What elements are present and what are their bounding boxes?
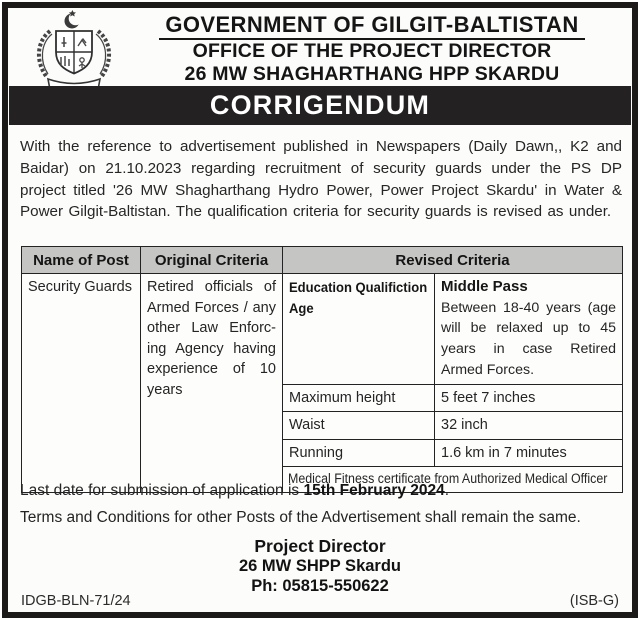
header-name-of-post: Name of Post	[22, 247, 141, 274]
terms-line: Terms and Conditions for other Posts of the Advertisement shall remain the same.	[20, 509, 581, 526]
quartered-shield	[56, 31, 92, 74]
last-date-prefix: Last date for submission of application is	[20, 482, 304, 499]
advert-reference-code: IDGB-BLN-71/24	[21, 593, 131, 609]
intro-paragraph: With the reference to advertisement published in Newspapers (Daily Dawn,, K2 and Baidar) on 21.10.2023 regarding recruitment of security guards under the PS DP project titled '26 MW Shagharthang Hydro Power, Power Project Skardu' in Water & Power Gilgit-Baltistan. The qualification criteria for security guards is revised as under.	[20, 138, 622, 221]
cell-revised-values	[435, 274, 623, 385]
emblem-crest-icon	[26, 10, 122, 94]
signature-block	[8, 537, 632, 596]
signatory-office: 26 MW SHPP Skardu	[239, 557, 401, 575]
value-waist: 32 inch	[435, 412, 623, 440]
criteria-table-wrap	[21, 246, 623, 493]
gilgit-baltistan-emblem	[26, 10, 122, 94]
signatory-phone: Ph: 05815-550622	[251, 577, 389, 595]
last-date-line	[20, 482, 449, 500]
value-age: Between 18-40 years (age will be relaxed up to 45 years in case Retired Armed Forces.	[441, 299, 617, 378]
header-revised-criteria: Revised Criteria	[283, 247, 623, 274]
corrigendum-banner-title: CORRIGENDUM	[209, 90, 431, 120]
region-code: (ISB-G)	[569, 593, 619, 609]
signatory-title: Project Director	[254, 536, 386, 556]
letterhead	[120, 13, 624, 85]
label-running: Running	[283, 439, 435, 467]
last-date-suffix: .	[444, 482, 450, 499]
office-title: OFFICE OF THE PROJECT DIRECTOR	[192, 40, 552, 62]
project-title: 26 MW SHAGHARTHANG HPP SKARDU	[184, 63, 560, 85]
cell-original-criteria: Retired officials of Armed Forces / any other Law Enforc-ing Agency having experience of 10 years	[141, 274, 283, 493]
table-header-row	[22, 247, 623, 274]
value-education-qualification: Middle Pass	[441, 278, 528, 295]
advertisement-border-frame	[2, 2, 638, 618]
header-original-criteria: Original Criteria	[141, 247, 283, 274]
corrigendum-banner	[9, 86, 631, 125]
last-date-value: 15th February 2024	[303, 482, 445, 499]
crescent-star-icon	[65, 10, 83, 29]
label-maximum-height: Maximum height	[283, 384, 435, 412]
footer-codes	[21, 593, 619, 609]
medical-fitness-text: Medical Fitness certificate from Authorized Medical Officer	[288, 471, 608, 487]
cell-post-name: Security Guards	[22, 274, 141, 493]
value-maximum-height: 5 feet 7 inches	[435, 384, 623, 412]
government-title: GOVERNMENT OF GILGIT-BALTISTAN	[120, 13, 624, 37]
label-education-qualification: Education Qualifiction	[289, 279, 428, 295]
table-row	[22, 274, 623, 385]
cell-revised-labels	[283, 274, 435, 385]
criteria-table	[21, 246, 623, 493]
label-waist: Waist	[283, 412, 435, 440]
label-age: Age	[289, 299, 314, 316]
value-running: 1.6 km in 7 minutes	[435, 439, 623, 467]
